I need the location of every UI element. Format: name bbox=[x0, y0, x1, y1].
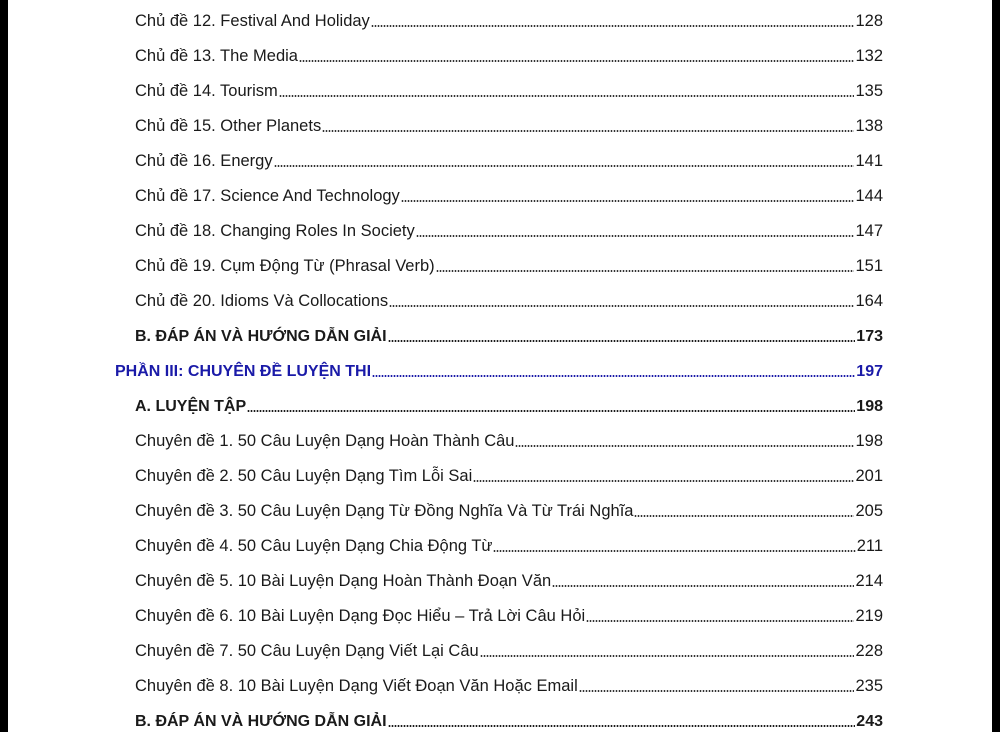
dot-leader bbox=[515, 445, 854, 447]
toc-entry-title: B. ĐÁP ÁN VÀ HƯỚNG DẪN GIẢI bbox=[135, 712, 387, 730]
dot-leader bbox=[389, 305, 854, 307]
toc-entry-title: PHẦN III: CHUYÊN ĐỀ LUYỆN THI bbox=[115, 362, 372, 380]
toc-entry-page: 197 bbox=[856, 362, 883, 380]
toc-entry-title: Chuyên đề 1. 50 Câu Luyện Dạng Hoàn Thành Câu bbox=[135, 432, 515, 450]
table-of-contents bbox=[8, 4, 992, 732]
toc-entry-page: 138 bbox=[855, 117, 883, 135]
toc-entry-page: 228 bbox=[855, 642, 883, 660]
toc-entry-chuyen-de-6[interactable] bbox=[135, 599, 883, 634]
toc-entry-title: Chuyên đề 6. 10 Bài Luyện Dạng Đọc Hiểu – Trả Lời Câu Hỏi bbox=[135, 607, 586, 625]
toc-entry-title: Chủ đề 19. Cụm Động Từ (Phrasal Verb) bbox=[135, 257, 435, 275]
dot-leader bbox=[247, 410, 855, 412]
toc-entry-page: 132 bbox=[855, 47, 883, 65]
toc-entry-page: 173 bbox=[856, 327, 883, 345]
toc-entry-chuyen-de-4[interactable] bbox=[135, 529, 883, 564]
dot-leader bbox=[416, 235, 855, 237]
toc-entry-chuyen-de-2[interactable] bbox=[135, 459, 883, 494]
toc-entry-title: Chủ đề 12. Festival And Holiday bbox=[135, 12, 370, 30]
toc-entry-title: Chủ đề 18. Changing Roles In Society bbox=[135, 222, 415, 240]
toc-entry-title: Chủ đề 20. Idioms Và Collocations bbox=[135, 292, 389, 310]
dot-leader bbox=[388, 340, 856, 342]
toc-entry-page: 128 bbox=[855, 12, 883, 30]
toc-entry-chu-de-13[interactable] bbox=[135, 39, 883, 74]
toc-entry-page: 219 bbox=[855, 607, 883, 625]
toc-entry-title: Chủ đề 13. The Media bbox=[135, 47, 298, 65]
toc-entry-page: 164 bbox=[855, 292, 883, 310]
toc-entry-chu-de-16[interactable] bbox=[135, 144, 883, 179]
toc-entry-title: Chuyên đề 3. 50 Câu Luyện Dạng Từ Đồng Nghĩa Và Từ Trái Nghĩa bbox=[135, 502, 634, 520]
toc-entry-title: Chuyên đề 2. 50 Câu Luyện Dạng Tìm Lỗi Sai bbox=[135, 467, 473, 485]
dot-leader bbox=[279, 95, 855, 97]
toc-entry-chuyen-de-7[interactable] bbox=[135, 634, 883, 669]
document-page bbox=[8, 0, 992, 732]
toc-entry-title: Chuyên đề 7. 50 Câu Luyện Dạng Viết Lại Câu bbox=[135, 642, 479, 660]
dot-leader bbox=[299, 60, 854, 62]
toc-entry-phan-iii[interactable] bbox=[115, 354, 883, 389]
dot-leader bbox=[493, 550, 855, 552]
dot-leader bbox=[371, 25, 855, 27]
toc-entry-page: 211 bbox=[856, 537, 883, 555]
toc-entry-page: 151 bbox=[855, 257, 883, 275]
dot-leader bbox=[372, 375, 855, 377]
dot-leader bbox=[401, 200, 855, 202]
toc-entry-page: 201 bbox=[855, 467, 883, 485]
toc-entry-title: Chủ đề 14. Tourism bbox=[135, 82, 278, 100]
toc-entry-chu-de-17[interactable] bbox=[135, 179, 883, 214]
toc-entry-page: 235 bbox=[855, 677, 883, 695]
dot-leader bbox=[586, 620, 854, 622]
toc-entry-page: 214 bbox=[855, 572, 883, 590]
toc-entry-page: 198 bbox=[855, 432, 883, 450]
toc-entry-chu-de-19[interactable] bbox=[135, 249, 883, 284]
toc-entry-chuyen-de-1[interactable] bbox=[135, 424, 883, 459]
dot-leader bbox=[480, 655, 855, 657]
toc-entry-chu-de-18[interactable] bbox=[135, 214, 883, 249]
toc-entry-title: Chuyên đề 4. 50 Câu Luyện Dạng Chia Động Từ bbox=[135, 537, 493, 555]
dot-leader bbox=[322, 130, 854, 132]
toc-entry-title: A. LUYỆN TẬP bbox=[135, 397, 247, 415]
toc-entry-chuyen-de-8[interactable] bbox=[135, 669, 883, 704]
toc-entry-page: 147 bbox=[855, 222, 883, 240]
toc-entry-title: Chủ đề 15. Other Planets bbox=[135, 117, 322, 135]
toc-entry-title: Chuyên đề 8. 10 Bài Luyện Dạng Viết Đoạn Văn Hoặc Email bbox=[135, 677, 578, 695]
toc-entry-page: 141 bbox=[855, 152, 883, 170]
toc-entry-title: B. ĐÁP ÁN VÀ HƯỚNG DẪN GIẢI bbox=[135, 327, 387, 345]
toc-entry-page: 144 bbox=[855, 187, 883, 205]
toc-entry-luyen-tap[interactable] bbox=[135, 389, 883, 424]
dot-leader bbox=[634, 515, 854, 517]
toc-entry-page: 198 bbox=[856, 397, 883, 415]
dot-leader bbox=[388, 725, 856, 727]
toc-entry-dap-an-1[interactable] bbox=[135, 319, 883, 354]
toc-entry-chu-de-20[interactable] bbox=[135, 284, 883, 319]
toc-entry-chu-de-14[interactable] bbox=[135, 74, 883, 109]
toc-entry-chuyen-de-5[interactable] bbox=[135, 564, 883, 599]
dot-leader bbox=[436, 270, 855, 272]
toc-entry-page: 205 bbox=[855, 502, 883, 520]
dot-leader bbox=[473, 480, 854, 482]
toc-entry-chu-de-15[interactable] bbox=[135, 109, 883, 144]
toc-entry-dap-an-2[interactable] bbox=[135, 704, 883, 732]
toc-entry-title: Chủ đề 17. Science And Technology bbox=[135, 187, 400, 205]
toc-entry-page: 135 bbox=[855, 82, 883, 100]
dot-leader bbox=[274, 165, 855, 167]
dot-leader bbox=[579, 690, 855, 692]
toc-entry-chuyen-de-3[interactable] bbox=[135, 494, 883, 529]
dot-leader bbox=[552, 585, 854, 587]
toc-entry-page: 243 bbox=[856, 712, 883, 730]
toc-entry-chu-de-12[interactable] bbox=[135, 4, 883, 39]
toc-entry-title: Chuyên đề 5. 10 Bài Luyện Dạng Hoàn Thành Đoạn Văn bbox=[135, 572, 552, 590]
toc-entry-title: Chủ đề 16. Energy bbox=[135, 152, 273, 170]
